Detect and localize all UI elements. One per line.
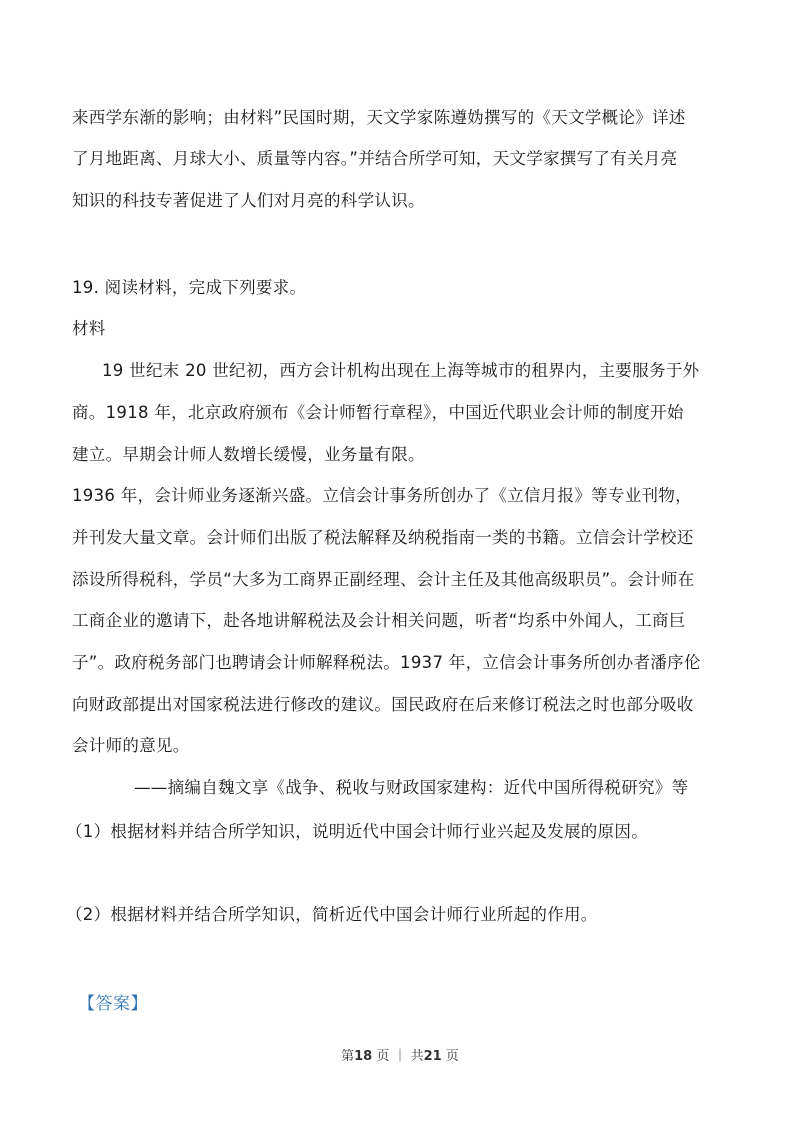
material-p2-line-4: 工商企业的邀请下，赴各地讲解税法及会计相关问题，听者“均系中外闻人，工商巨 (72, 611, 686, 630)
page-footer (0, 1045, 800, 1064)
footer-page-number: 18 (354, 1049, 373, 1064)
material-p2-line-5: 子”。政府税务部门也聘请会计师解释税法。1937 年，立信会计事务所创办者潘序伦 (72, 653, 701, 672)
material-p1-line-3: 建立。早期会计师人数增长缓慢，业务量有限。 (72, 445, 425, 464)
question-heading: 19. 阅读材料，完成下列要求。 (72, 278, 307, 297)
material-p2-line-2: 并刊发大量文章。会计师们出版了税法解释及纳税指南一类的书籍。立信会计学校还 (72, 528, 694, 547)
continuation-line-3: 知识的科技专著促进了人们对月亮的科学认识。 (72, 191, 425, 210)
sub-question-2: （2）根据材料并结合所学知识，简析近代中国会计师行业所起的作用。 (66, 905, 598, 924)
sub-question-1: （1）根据材料并结合所学知识，说明近代中国会计师行业兴起及发展的原因。 (66, 822, 648, 841)
material-p2-line-3: 添设所得税科，学员“大多为工商界正副经理、会计主任及其他高级职员”。会计师在 (72, 570, 695, 589)
material-p2-line-6: 向财政部提出对国家税法进行修改的建议。国民政府在后来修订税法之时也部分吸收 (72, 695, 694, 714)
material-p2-line-7: 会计师的意见。 (72, 736, 190, 755)
continuation-line-2: 了月地距离、月球大小、质量等内容。”并结合所学可知，天文学家撰写了有关月亮 (72, 149, 678, 168)
answer-label: 【答案】 (78, 994, 148, 1014)
material-p1-line-1: 19 世纪末 20 世纪初，西方会计机构出现在上海等城市的租界内，主要服务于外 (102, 361, 700, 380)
footer-total-pages: 21 (423, 1049, 442, 1064)
material-label: 材料 (72, 319, 106, 338)
continuation-line-1: 来西学东渐的影响；由材料”民国时期，天文学家陈遵妫撰写的《天文学概论》详述 (72, 108, 686, 127)
material-source: ——摘编自魏文享《战争、税收与财政国家建构：近代中国所得税研究》等 (134, 778, 689, 797)
footer-suffix: 页 (441, 1049, 459, 1064)
footer-prefix: 第 (341, 1049, 355, 1064)
material-p1-line-2: 商。1918 年，北京政府颁布《会计师暂行章程》，中国近代职业会计师的制度开始 (72, 403, 684, 422)
footer-mid: 页 ｜ 共 (372, 1049, 424, 1064)
material-p2-line-1: 1936 年，会计师业务逐渐兴盛。立信会计事务所创办了《立信月报》等专业刊物， (72, 486, 692, 505)
